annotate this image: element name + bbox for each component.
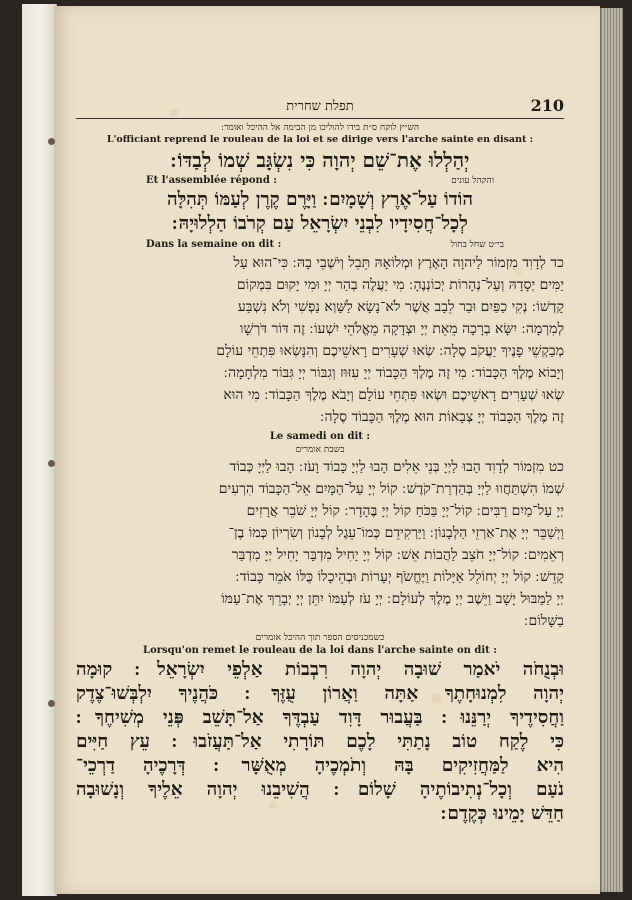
psalm-line: וְיָבוֹא מֶלֶךְ הַכָּבוֹד ׃ מִי זֶה מֶלֶךְ הַכָּבוֹד יְיָ עִזּוּז וְגִבּוֹר יְיָ גִּבּוֹר מִלְחָמָה ׃ xyxy=(223,365,564,381)
passage-line: הִיא לַמַּחֲזִיקִים בָּהּ וְתֹמְכֶיהָ מְאֻשָּׁר ׃ דְּרָכֶיהָ דַרְכֵי־ xyxy=(76,755,564,776)
uvenucho-passage xyxy=(76,658,564,826)
passage-line: חַדֵּשׁ יָמֵינוּ כְּקֶדֶם ׃ xyxy=(440,803,564,824)
psalm-line: קָדֵשׁ ׃ קוֹל יְיָ יְחוֹלֵל אַיָּלוֹת וַיֶּחֱשֹׂף יְעָרוֹת וּבְהֵיכָלוֹ כֻּלּוֹ אֹמֵר כָּבוֹד ׃ xyxy=(235,569,564,585)
psalm-29 xyxy=(76,456,564,632)
rubric-hebrew: הש״ץ לוקח ס״ת בידו להוליכו מן הבימה אל ההיכל ואומר: xyxy=(220,123,420,133)
page-header xyxy=(76,96,564,119)
running-head: תפלת שחרית xyxy=(286,99,354,114)
verse-hodo-line: לְכָל־חֲסִידָיו לִבְנֵי יִשְׂרָאֵל עַם קְרֹבוֹ הַלְלוּיָהּ ׃ xyxy=(172,213,468,234)
verse-yehalelu: יְהַלְלוּ אֶת־שֵׁם יְהוָה כִּי נִשְׂגָּב שְׁמוֹ לְבַדּוֹ ׃ xyxy=(170,148,470,172)
binding-stitch-hole xyxy=(48,700,55,707)
psalm-line: בַשָּׁלוֹם ׃ xyxy=(524,613,564,629)
rubric-hebrew: כשמכניסים הספר תוך ההיכל אומרים xyxy=(255,633,385,643)
rubric-response xyxy=(76,174,564,188)
psalm-line: מְבַקְשֵׁי פָנֶיךָ יַעֲקֹב סֶלָה ׃ שְׂאוּ שְׁעָרִים רָאשֵׁיכֶם וְהִנָּשְׂאוּ פִּתְחֵי עוֹלָם xyxy=(216,343,564,359)
page-block-edges xyxy=(600,8,623,892)
psalm-line: כט מִזְמוֹר לְדָוִד הָבוּ לַיְיָ בְּנֵי אֵלִים הָבוּ לַיְיָ כָּבוֹד וָעֹז ׃ הָבוּ לַיְיָ כְּבוֹד xyxy=(229,459,564,475)
psalm-line: זֶה מֶלֶךְ הַכָּבוֹד יְיָ צְבָאוֹת הוּא מֶלֶךְ הַכָּבוֹד סֶלָה ׃ xyxy=(320,409,564,425)
psalm-line: יְיָ לַמַּבּוּל יָשָׁב וַיֵּשֶׁב יְיָ מֶלֶךְ לְעוֹלָם ׃ יְיָ עֹז לְעַמּוֹ יִתֵּן יְיָ יְבָרֵךְ אֶת־עַמּוֹ xyxy=(221,591,564,607)
passage-line: וַחֲסִידֶיךָ יְרַנֵּנוּ ׃ בַּעֲבוּר דָּוִד עַבְדֶּךָ אַל־תָּשֵׁב פְּנֵי מְשִׁיחֶךָ ׃ xyxy=(76,707,564,728)
passage-line: וּבְנֻחֹה יֹאמַר שׁוּבָה יְהוָה רִבְבוֹת אַלְפֵי יִשְׂרָאֵל ׃ קוּמָה xyxy=(76,659,564,680)
passage-line: יְהוָה לִמְנוּחָתֶךָ אַתָּה וַאֲרוֹן עֻזֶּךָ ׃ כֹּהֲנֶיךָ יִלְבְּשׁוּ־צֶדֶק xyxy=(76,683,564,704)
rubric-hebrew: בי״ט שחל בחול xyxy=(450,240,504,250)
rubric-french: L'officiant reprend le rouleau de la loi et se dirige vers l'arche sainte en disant : xyxy=(106,134,534,145)
psalm-line: וַיְשַׁבֵּר יְיָ אֶת־אַרְזֵי הַלְּבָנוֹן ׃ וַיַּרְקִידֵם כְּמוֹ־עֵגֶל לְבָנוֹן וְשִׂרְיוֹן כְּמוֹ בֶן־ xyxy=(228,525,564,541)
psalm-line: שְׁמוֹ הִשְׁתַּחֲווּ לַיְיָ בְּהַדְרַת־קֹדֶשׁ ׃ קוֹל יְיָ עַל־הַמָּיִם אֵל־הַכָּבוֹד הִרְעִים xyxy=(218,481,564,497)
psalm-line: שְׂאוּ שְׁעָרִים רָאשֵׁיכֶם וּשְׂאוּ פִּתְחֵי עוֹלָם וְיָבֹא מֶלֶךְ הַכָּבוֹד ׃ מִי הוּא xyxy=(223,387,564,403)
rubric-hebrew: בשבת אומרים xyxy=(295,445,345,455)
psalm-line: קָדְשׁוֹ ׃ נְקִי כַפַּיִם וּבַר לֵבָב אֲשֶׁר לֹא־נָשָׂא לַשָּׁוְא נַפְשִׁי וְלֹא נִשְׁבַּע xyxy=(237,299,564,315)
psalm-line: יְיָ עַל־מַיִם רַבִּים ׃ קוֹל־יְיָ בַּכֹּחַ קוֹל יְיָ בֶּהָדָר ׃ קוֹל יְיָ שֹׁבֵר אֲרָזִים xyxy=(246,503,564,519)
verse-hodo-line: הוֹדוֹ עַל־אֶרֶץ וְשָׁמָיִם ׃ וַיָּרֶם קֶרֶן לְעַמּוֹ תְּהִלָּה xyxy=(166,189,474,210)
passage-line: נֹעַם וְכָל־נְתִיבוֹתֶיהָ שָׁלוֹם ׃ הֲשִׁיבֵנוּ יְהוָה אֵלֶיךָ וְנָשׁוּבָה xyxy=(76,779,564,800)
binding-stitch-hole xyxy=(48,460,55,467)
psalm-line: יַמִּים יְסָדָהּ וְעַל־נְהָרוֹת יְכוֹנְנֶהָ ׃ מִי יַעֲלֶה בְהַר יְיָ וּמִי יָקוּם בִּמְקוֹם xyxy=(236,277,564,293)
psalm-24 xyxy=(76,252,564,428)
psalm-line: לְמִרְמָה ׃ יִשָּׂא בְרָכָה מֵאֵת יְיָ וּצְדָקָה מֵאֱלֹהֵי יִשְׁעוֹ ׃ זֶה דּוֹר דֹּרְשָׁו xyxy=(239,321,564,337)
page-number: 210 xyxy=(530,96,564,115)
rubric-french: Dans la semaine on dit : xyxy=(146,239,282,250)
rubric-french: Et l'assemblée répond : xyxy=(146,175,277,186)
rubric-french: Le samedi on dit : xyxy=(269,431,371,442)
rubric-hebrew: והקהל עונים xyxy=(451,176,494,186)
binding-stitch-hole xyxy=(48,138,55,145)
passage-line: כִּי לֶקַח טוֹב נָתַתִּי לָכֶם תּוֹרָתִי אַל־תַּעֲזֹבוּ ׃ עֵץ חַיִּים xyxy=(76,731,564,752)
rubric-french: Lorsqu'on remet le rouleau de la loi dans l'arche sainte on dit : xyxy=(143,645,497,656)
page-text-block xyxy=(76,96,564,826)
psalm-line: רְאֵמִים ׃ קוֹל־יְיָ חֹצֵב לַהֲבוֹת אֵשׁ ׃ קוֹל יְיָ יָחִיל מִדְבָּר יָחִיל יְיָ מִדְבַּר xyxy=(231,547,564,563)
rubric-weekday xyxy=(76,238,564,252)
psalm-line: כד לְדָוִד מִזְמוֹר לַיהוָה הָאָרֶץ וּמְלוֹאָהּ תֵּבֵל וְיֹשְׁבֵי בָהּ ׃ כִּי־הוּא עַל xyxy=(233,255,564,271)
